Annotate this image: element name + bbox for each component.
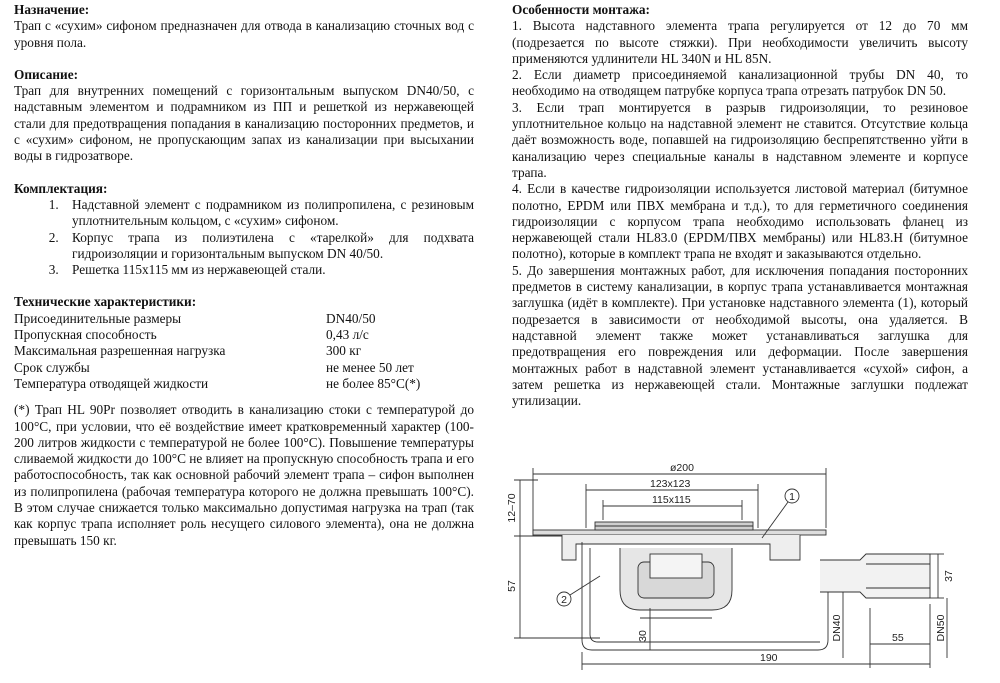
grate-size-label: 115х115 [652, 494, 691, 506]
spec-name: Срок службы [14, 359, 90, 375]
spec-name: Температура отводящей жидкости [14, 375, 209, 391]
callout-2-label: 2 [561, 594, 567, 606]
mounting-item: 5. До завершения монтажных работ, для исключения попадания посторонних предметов в систему канализации, в корпус трапа устанавливается монтажная заглушка (идёт в комплекте). При установке надставного элемента (1), который подрезается в зависимости от необходимой высоты, она удаляется. В надставной элемент также может устанавливаться заглушка для предотвращения его повреждения или деформации. После завершения монтажных работ в надставной элемент устанавливается «сухой» сифон, а затем решетка из нержавеющей стали. Монтажные заглушки подлежат утилизации. [512, 262, 968, 409]
dn40-label: DN40 [831, 614, 843, 642]
spec-value: 0,43 л/с [326, 327, 369, 343]
left-column [14, 2, 474, 549]
outlet-pipe [820, 554, 930, 598]
kit-item: 3. Решетка 115х115 мм из нержавеющей стали. [62, 262, 474, 278]
mounting-item: 3. Если трап монтируется в разрыв гидроизоляции, то резиновое уплотнительное кольцо на надставной элемент не ставится. Отсутствие кольца даёт возможность воде, попавшей на гидроизоляцию беспрепятственно уйти в канализацию через специальные каналы в надставном элементе и корпусе трапа. [512, 99, 968, 180]
specs-heading: Технические характеристики: [14, 294, 197, 310]
mounting-heading: Особенности монтажа: [512, 2, 650, 17]
height-adjust-label: 12–70 [506, 493, 518, 523]
mounting-item: 1. Высота надставного элемента трапа регулируется от 12 до 70 мм (подрезается по высоте стяжки). При необходимости увеличить высоту применяются удлинители HL 340N и HL 85N. [512, 18, 968, 66]
purpose-section [14, 2, 474, 51]
spec-value: 300 кг [326, 343, 362, 359]
flange-plate [533, 530, 826, 535]
total-length-label: 190 [760, 652, 778, 664]
temperature-footnote: (*) Трап HL 90Pr позволяет отводить в канализацию стоки с температурой до 100°С, при условии, что её воздействие имеет кратковременный характер (100-200 литров жидкости с температурой не более 100°С). Повышение температуры сливаемой жидкости до 100°С не влияет на пропускную способность трапа и его работоспособность, так как основной рабочий элемент трапа – сифон выполнен из полипропилена (рабочая температура которого не должна превышать 100°С). В этом случае снижается только максимально допустимая нагрузка на трап (так как корпус трапа исполняет роль несущего силового элемента), она не должна превышать 150 кг. [14, 402, 474, 548]
spec-row [14, 343, 474, 359]
body-height-label: 57 [506, 580, 518, 592]
dn50-label: DN50 [935, 614, 947, 642]
spec-row [14, 360, 474, 376]
spec-name: Максимальная разрешенная нагрузка [14, 343, 226, 359]
description-section [14, 67, 474, 165]
description-heading: Описание: [14, 66, 79, 82]
spec-row [14, 311, 474, 327]
spec-name: Присоединительные размеры [14, 310, 182, 326]
outlet-height-label: 37 [943, 570, 955, 582]
description-text: Трап для внутренних помещений с горизонтальным выпуском DN40/50, с надставным элементом и подрамником из ПП и решеткой из нержавеющей стали для предотвращения попадания в канализацию посторонних предметов, и с «сухим» сифоном, не пропускающим запах из канализации при высыхании воды в гидрозатворе. [14, 83, 474, 164]
drain-cross-section-drawing [500, 458, 980, 680]
spec-value: не более 85°С(*) [326, 375, 421, 391]
spec-row [14, 376, 474, 392]
kit-item: 1. Надставной элемент с подрамником из полипропилена, с резиновым уплотнительным кольцом, с «сухим» сифоном. [62, 197, 474, 230]
spec-name: Пропускная способность [14, 327, 157, 343]
diameter-label: ø200 [670, 462, 694, 474]
bottom-height-label: 30 [637, 630, 649, 642]
spec-row [14, 327, 474, 343]
purpose-heading: Назначение: [14, 2, 90, 17]
kit-item: 2. Корпус трапа из полиэтилена с «тарелкой» для подхвата гидроизоляции и горизонтальным выпуском DN 40/50. [62, 230, 474, 263]
purpose-text: Трап с «сухим» сифоном предназначен для отвода в канализацию сточных вод с уровня пола. [14, 18, 474, 50]
spec-value: DN40/50 [326, 310, 376, 326]
specs-section [14, 294, 474, 392]
outlet-length-label: 55 [892, 632, 904, 644]
kit-list [14, 197, 474, 278]
spec-value: не менее 50 лет [326, 359, 414, 375]
flange-size-label: 123х123 [650, 478, 691, 490]
kit-section [14, 181, 474, 279]
callout-1-label: 1 [789, 491, 795, 503]
kit-heading: Комплектация: [14, 180, 108, 196]
mounting-item: 2. Если диаметр присоединяемой канализационной трубы DN 40, то необходимо на отводящем патрубке корпуса трапа отрезать патрубок DN 50. [512, 67, 968, 99]
right-column [512, 2, 968, 409]
mounting-item: 4. Если в качестве гидроизоляции используется листовой материал (битумное полотно, EPDM или ПВХ мембрана и т.д.), то для герметичного соединения гидроизоляции с корпусом трапа необходимо использовать фланец из нержавеющей стали HL83.0 (EPDM/ПВХ мембраны) или HL83.H (битумное полотно), которые в комплект трапа не входят и заказываются отдельно. [512, 181, 968, 262]
